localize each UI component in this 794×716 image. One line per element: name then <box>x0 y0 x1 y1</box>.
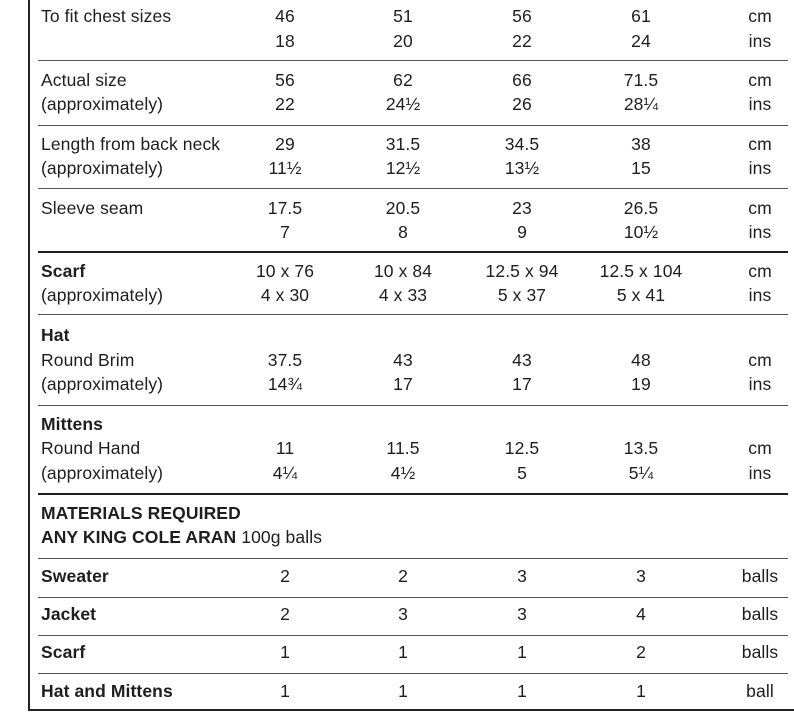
cell-value: 71.5 <box>623 70 659 90</box>
row-divider <box>38 597 788 598</box>
material-qty: 3 <box>636 566 646 586</box>
cell-value: 56 <box>512 6 532 26</box>
unit-label: ins <box>748 222 772 242</box>
unit-label: ins <box>748 463 772 483</box>
cell-value: 15 <box>631 158 651 178</box>
cell-value: 4 x 33 <box>378 285 428 305</box>
cell-value: 4¼ <box>272 463 298 483</box>
unit-label: cm <box>748 198 772 218</box>
yarn-name: ANY KING COLE ARAN <box>41 527 237 547</box>
cell-value: 26.5 <box>623 198 659 218</box>
cell-value: 8 <box>398 222 408 242</box>
material-qty: 3 <box>517 566 527 586</box>
section-heading: Hat <box>41 325 70 345</box>
row-sublabel: (approximately) <box>41 374 164 394</box>
cell-value: 62 <box>393 70 413 90</box>
unit-label: cm <box>748 134 772 154</box>
row-label: To fit chest sizes <box>41 6 172 26</box>
cell-value: 7 <box>280 222 290 242</box>
cell-value: 23 <box>512 198 532 218</box>
material-qty: 1 <box>398 642 408 662</box>
row-label: Actual size <box>41 70 127 90</box>
cell-value: 5 <box>517 463 527 483</box>
cell-value: 46 <box>275 6 295 26</box>
material-qty: 1 <box>280 681 290 701</box>
cell-value: 5 x 41 <box>616 285 666 305</box>
row-sublabel: (approximately) <box>41 94 164 114</box>
cell-value: 4½ <box>390 463 416 483</box>
row-divider <box>38 188 788 189</box>
row-label: Length from back neck <box>41 134 221 154</box>
cell-value: 31.5 <box>385 134 421 154</box>
row-divider <box>38 673 788 674</box>
material-qty: 1 <box>517 681 527 701</box>
cell-value: 17.5 <box>267 198 303 218</box>
cell-value: 11½ <box>268 158 302 178</box>
cell-value: 28¼ <box>623 94 659 114</box>
cell-value: 24 <box>631 31 651 51</box>
cell-value: 10 x 84 <box>373 261 433 281</box>
material-item: Hat and Mittens <box>41 681 173 701</box>
row-label: Round Brim <box>41 350 135 370</box>
material-qty: 3 <box>517 604 527 624</box>
row-divider <box>38 60 788 61</box>
row-divider <box>38 558 788 559</box>
cell-value: 12.5 x 94 <box>485 261 559 281</box>
material-qty: 2 <box>280 604 290 624</box>
cell-value: 10½ <box>623 222 659 242</box>
cell-value: 19 <box>631 374 651 394</box>
unit-label: cm <box>748 350 772 370</box>
cell-value: 43 <box>393 350 413 370</box>
section-heading: Mittens <box>41 414 103 434</box>
row-label: Scarf <box>41 261 86 281</box>
row-divider <box>38 125 788 126</box>
cell-value: 20 <box>393 31 413 51</box>
cell-value: 24½ <box>385 94 421 114</box>
cell-value: 11.5 <box>386 438 420 458</box>
unit-label: ins <box>748 94 772 114</box>
cell-value: 48 <box>631 350 651 370</box>
material-unit: balls <box>741 566 779 586</box>
cell-value: 20.5 <box>385 198 421 218</box>
cell-value: 26 <box>512 94 532 114</box>
cell-value: 11 <box>275 438 295 458</box>
cell-value: 43 <box>512 350 532 370</box>
row-divider <box>38 314 788 315</box>
cell-value: 17 <box>393 374 413 394</box>
row-label: Sleeve seam <box>41 198 144 218</box>
unit-label: cm <box>748 438 772 458</box>
cell-value: 14¾ <box>267 374 303 394</box>
cell-value: 9 <box>517 222 527 242</box>
material-qty: 1 <box>517 642 527 662</box>
row-sublabel: (approximately) <box>41 285 164 305</box>
material-item: Jacket <box>41 604 97 624</box>
cell-value: 34.5 <box>504 134 540 154</box>
material-item: Sweater <box>41 566 109 586</box>
row-sublabel: (approximately) <box>41 158 164 178</box>
material-qty: 1 <box>280 642 290 662</box>
cell-value: 12.5 x 104 <box>599 261 683 281</box>
unit-label: cm <box>748 70 772 90</box>
cell-value: 29 <box>275 134 295 154</box>
bottom-border-line <box>28 709 794 711</box>
unit-label: ins <box>748 158 772 178</box>
section-divider <box>38 251 788 253</box>
row-label: Round Hand <box>41 438 141 458</box>
material-unit: ball <box>746 681 774 701</box>
material-qty: 1 <box>398 681 408 701</box>
section-divider <box>38 493 788 495</box>
unit-label: ins <box>748 31 772 51</box>
cell-value: 12½ <box>385 158 421 178</box>
cell-value: 38 <box>631 134 651 154</box>
cell-value: 56 <box>275 70 295 90</box>
yarn-line <box>41 526 322 548</box>
cell-value: 5 x 37 <box>497 285 547 305</box>
cell-value: 61 <box>631 6 651 26</box>
cell-value: 5¼ <box>628 463 654 483</box>
cell-value: 22 <box>275 94 295 114</box>
row-sublabel: (approximately) <box>41 463 164 483</box>
cell-value: 13½ <box>504 158 540 178</box>
material-qty: 3 <box>398 604 408 624</box>
material-qty: 2 <box>280 566 290 586</box>
left-border-line <box>28 0 30 711</box>
cell-value: 37.5 <box>267 350 303 370</box>
cell-value: 4 x 30 <box>260 285 310 305</box>
unit-label: cm <box>748 6 772 26</box>
row-divider <box>38 635 788 636</box>
cell-value: 22 <box>512 31 532 51</box>
material-qty: 4 <box>636 604 646 624</box>
cell-value: 51 <box>393 6 413 26</box>
material-qty: 1 <box>636 681 646 701</box>
unit-label: ins <box>748 374 772 394</box>
material-unit: balls <box>741 642 779 662</box>
cell-value: 18 <box>275 31 295 51</box>
yarn-suffix: 100g balls <box>241 527 323 547</box>
cell-value: 10 x 76 <box>255 261 315 281</box>
unit-label: ins <box>748 285 772 305</box>
materials-title: MATERIALS REQUIRED <box>41 503 241 523</box>
material-qty: 2 <box>398 566 408 586</box>
cell-value: 66 <box>512 70 532 90</box>
cell-value: 12.5 <box>504 438 540 458</box>
cell-value: 17 <box>512 374 532 394</box>
material-item: Scarf <box>41 642 86 662</box>
row-divider <box>38 405 788 406</box>
material-qty: 2 <box>636 642 646 662</box>
unit-label: cm <box>748 261 772 281</box>
material-unit: balls <box>741 604 779 624</box>
cell-value: 13.5 <box>623 438 659 458</box>
